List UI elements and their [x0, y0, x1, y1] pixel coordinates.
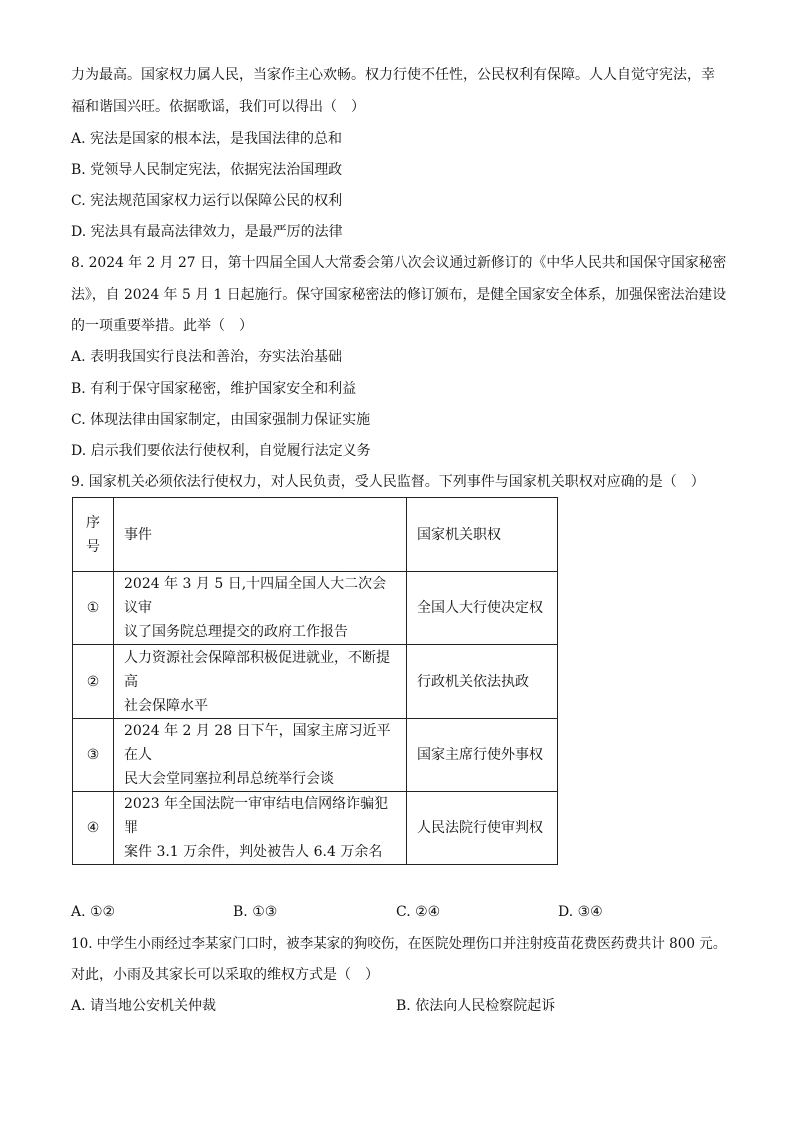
q8-option-a: A. 表明我国实行良法和善治，夯实法治基础: [71, 349, 343, 365]
q8-stem-line-3: 的一项重要举措。此举（ ）: [71, 318, 253, 334]
row-event-line-1: 2024 年 3 月 5 日,十四届全国人大二次会议审: [124, 576, 387, 616]
q7-stem-line-2: 福和谐国兴旺。依据歌谣，我们可以得出（ ）: [71, 99, 365, 115]
q9-events-table: [72, 497, 558, 865]
row-event: [114, 719, 407, 792]
row-number: ③: [73, 719, 114, 792]
q10-stem-line-2: 对此，小雨及其家长可以采取的维权方式是（ ）: [71, 967, 379, 983]
table-header-row: [73, 498, 558, 572]
row-event-line-2: 议了国务院总理提交的政府工作报告: [124, 624, 348, 640]
q8-option-d: D. 启示我们要依法行使权利，自觉履行法定义务: [71, 443, 371, 459]
row-event-line-1: 2024 年 2 月 28 日下午，国家主席习近平在人: [124, 723, 391, 763]
table-row: [73, 645, 558, 719]
row-event-line-1: 人力资源社会保障部积极促进就业，不断提高: [124, 649, 390, 690]
row-number: ②: [73, 645, 114, 719]
q7-option-b: B. 党领导人民制定宪法，依据宪法治国理政: [71, 162, 343, 178]
row-power: 人民法院行使审判权: [407, 792, 558, 865]
row-event: [114, 645, 407, 719]
q9-option-d: D. ③④: [558, 904, 603, 920]
q7-option-a: A. 宪法是国家的根本法，是我国法律的总和: [71, 131, 343, 147]
table-row: [73, 572, 558, 645]
header-number-cell: [73, 498, 114, 572]
q8-stem-line-2: 法》，自 2024 年 5 月 1 日起施行。保守国家秘密法的修订颁布，是健全国家安全体系，加强保密法治建设: [71, 287, 727, 303]
header-power-cell: 国家机关职权: [407, 498, 558, 572]
q9-stem: 9. 国家机关必须依法行使权力，对人民负责，受人民监督。下列事件与国家机关职权对应确的是（ ）: [71, 474, 705, 490]
row-power: 行政机关依法执政: [407, 645, 558, 719]
table-row: [73, 792, 558, 865]
q7-option-d: D. 宪法具有最高法律效力，是最严厉的法律: [71, 224, 343, 240]
header-number-label-1: 序: [86, 514, 100, 531]
row-number: ④: [73, 792, 114, 865]
q8-option-b: B. 有利于保守国家秘密，维护国家安全和利益: [71, 381, 357, 397]
q9-option-c: C. ②④: [396, 904, 441, 920]
row-event-line-2: 案件 3.1 万余件，判处被告人 6.4 万余名: [124, 844, 383, 860]
row-number: ①: [73, 572, 114, 645]
header-event-cell: 事件: [114, 498, 407, 572]
q8-stem-line-1: 8. 2024 年 2 月 27 日，第十四届全国人大常委会第八次会议通过新修订的《中华人民共和国保守国家秘密: [71, 255, 727, 271]
row-power: 国家主席行使外事权: [407, 719, 558, 792]
q9-option-a: A. ①②: [71, 904, 116, 920]
header-number-label-2: 号: [86, 538, 100, 555]
q7-option-c: C. 宪法规范国家权力运行以保障公民的权利: [71, 193, 343, 209]
q10-option-a: A. 请当地公安机关仲裁: [71, 998, 217, 1014]
row-event: [114, 792, 407, 865]
q10-option-b: B. 依法向人民检察院起诉: [396, 998, 556, 1014]
row-power: 全国人大行使决定权: [407, 572, 558, 645]
q8-option-c: C. 体现法律由国家制定，由国家强制力保证实施: [71, 412, 371, 428]
q10-stem-line-1: 10. 中学生小雨经过李某家门口时，被李某家的狗咬伤，在医院处理伤口并注射疫苗花费医药费共计 800 元。: [71, 936, 727, 952]
row-event-line-2: 社会保障水平: [124, 697, 208, 714]
row-event: [114, 572, 407, 645]
q9-option-b: B. ①③: [233, 904, 278, 920]
q9-options-row: [0, 901, 794, 923]
row-event-line-1: 2023 年全国法院一审审结电信网络诈骗犯罪: [124, 796, 389, 836]
q7-stem-line-1: 力为最高。国家权力属人民，当家作主心欢畅。权力行使不任性，公民权利有保障。人人自觉守宪法，幸: [71, 67, 715, 83]
table-row: [73, 719, 558, 792]
row-event-line-2: 民大会堂同塞拉利昂总统举行会谈: [124, 771, 334, 787]
